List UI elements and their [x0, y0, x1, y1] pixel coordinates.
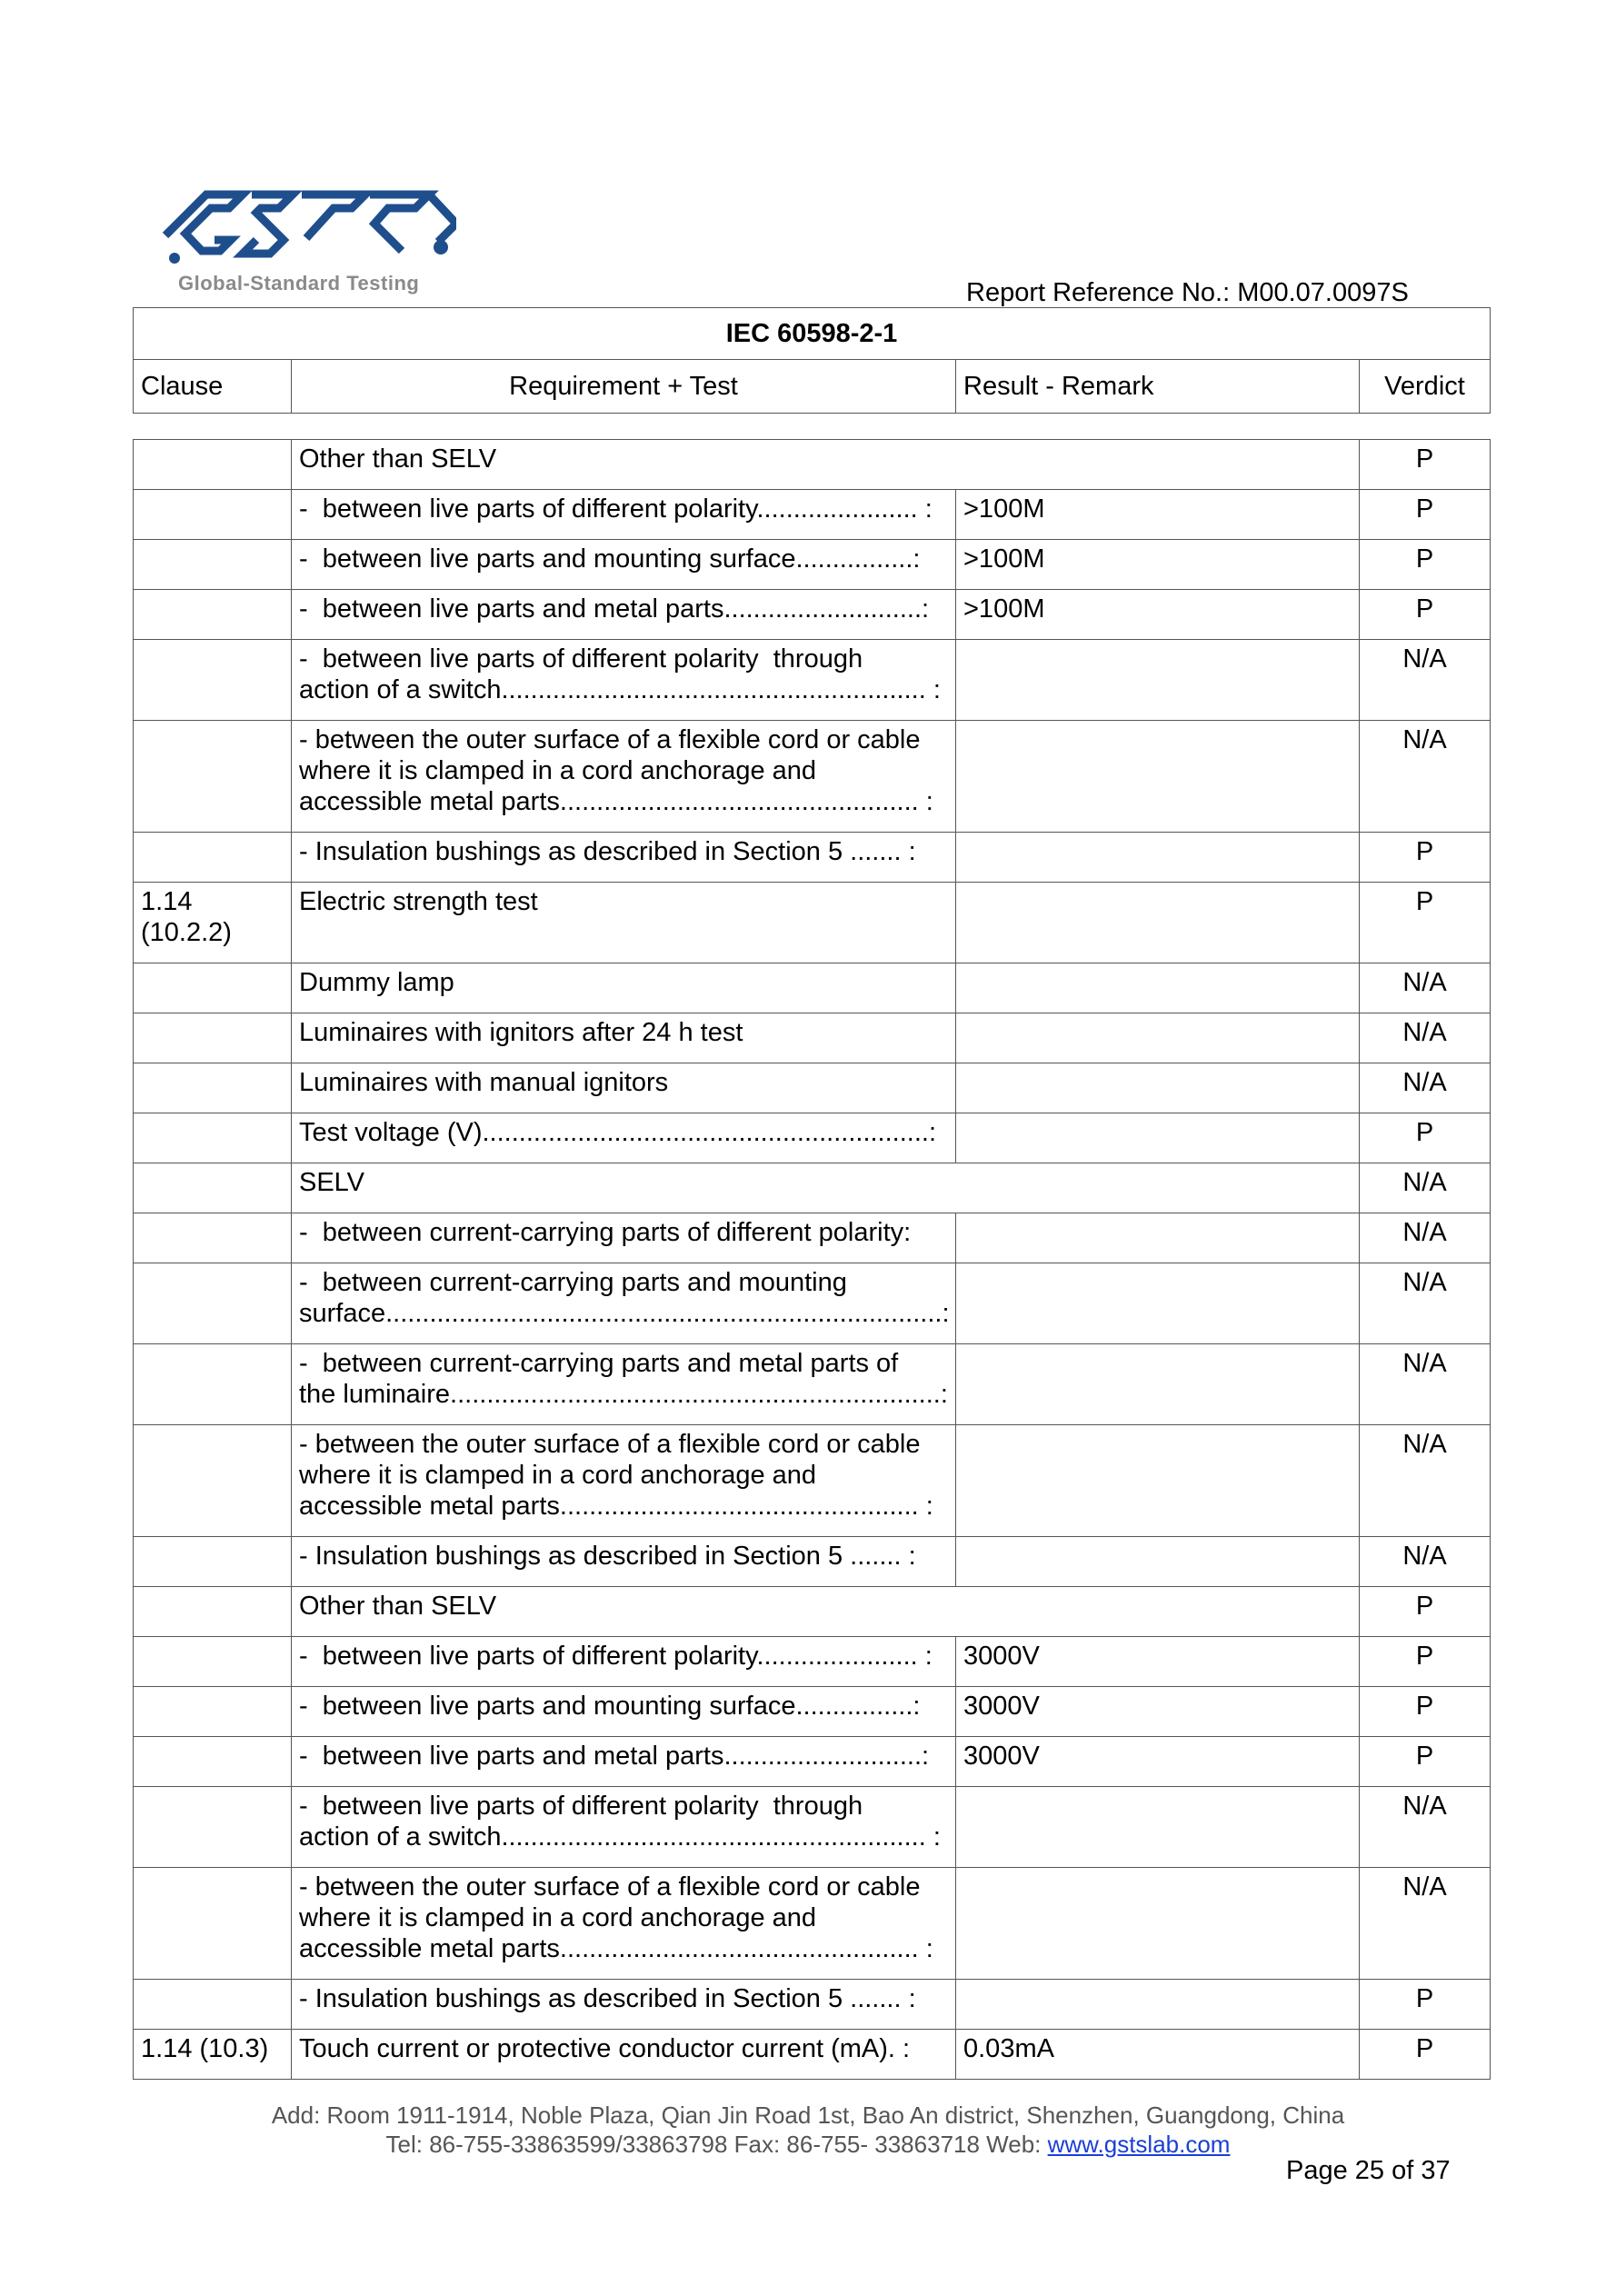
requirement-cell: SELV: [292, 1163, 1360, 1213]
result-cell: [956, 1868, 1360, 1980]
result-cell: [956, 1787, 1360, 1868]
table-row: [134, 1787, 1491, 1868]
verdict-cell: P: [1360, 1637, 1491, 1687]
clause-cell: [134, 721, 292, 833]
table-row: [134, 883, 1491, 963]
table-row: [134, 1344, 1491, 1425]
requirement-cell: Other than SELV: [292, 1587, 1360, 1637]
verdict-cell: P: [1360, 2030, 1491, 2080]
clause-cell: [134, 1263, 292, 1344]
requirement-cell: - between live parts of different polarity through action of a switch.......................................................... :: [292, 1787, 956, 1868]
clause-cell: [134, 1737, 292, 1787]
table-row: [134, 2030, 1491, 2080]
table-row: [134, 1687, 1491, 1737]
column-header-result: Result - Remark: [956, 360, 1360, 414]
footer-contact-text: Tel: 86-755-33863599/33863798 Fax: 86-755- 33863718 Web:: [385, 2131, 1048, 2158]
clause-cell: [134, 490, 292, 540]
requirement-cell: Dummy lamp: [292, 963, 956, 1013]
result-cell: [956, 963, 1360, 1013]
result-cell: [956, 1213, 1360, 1263]
clause-cell: [134, 440, 292, 490]
requirement-cell: - between the outer surface of a flexible cord or cable where it is clamped in a cord anchorage and accessible metal parts................................................. :: [292, 1868, 956, 1980]
verdict-cell: N/A: [1360, 1868, 1491, 1980]
verdict-cell: N/A: [1360, 1063, 1491, 1113]
result-cell: [956, 721, 1360, 833]
table-row: [134, 490, 1491, 540]
verdict-cell: N/A: [1360, 963, 1491, 1013]
clause-cell: 1.14 (10.2.2): [134, 883, 292, 963]
verdict-cell: N/A: [1360, 1537, 1491, 1587]
verdict-cell: N/A: [1360, 640, 1491, 721]
requirement-cell: - Insulation bushings as described in Section 5 ....... :: [292, 1537, 956, 1587]
requirement-cell: Touch current or protective conductor current (mA). :: [292, 2030, 956, 2080]
footer-web-link[interactable]: www.gstslab.com: [1047, 2131, 1231, 2158]
column-header-clause: Clause: [134, 360, 292, 414]
result-cell: [956, 833, 1360, 883]
clause-cell: [134, 540, 292, 590]
requirement-cell: - between the outer surface of a flexible cord or cable where it is clamped in a cord anchorage and accessible metal parts................................................. :: [292, 1425, 956, 1537]
clause-cell: [134, 1980, 292, 2030]
clause-cell: [134, 963, 292, 1013]
result-cell: 0.03mA: [956, 2030, 1360, 2080]
verdict-cell: P: [1360, 1737, 1491, 1787]
result-cell: >100M: [956, 490, 1360, 540]
clause-cell: [134, 1213, 292, 1263]
table-row: [134, 1163, 1491, 1213]
verdict-cell: N/A: [1360, 1163, 1491, 1213]
verdict-cell: N/A: [1360, 721, 1491, 833]
requirement-cell: - between live parts and mounting surface................:: [292, 1687, 956, 1737]
requirement-cell: Luminaires with ignitors after 24 h test: [292, 1013, 956, 1063]
verdict-cell: N/A: [1360, 1013, 1491, 1063]
table-row: [134, 963, 1491, 1013]
requirement-cell: - between live parts of different polarity...................... :: [292, 490, 956, 540]
verdict-cell: N/A: [1360, 1787, 1491, 1868]
requirement-cell: - between the outer surface of a flexible cord or cable where it is clamped in a cord anchorage and accessible metal parts................................................. :: [292, 721, 956, 833]
column-header-verdict: Verdict: [1360, 360, 1491, 414]
clause-cell: [134, 1163, 292, 1213]
page-number: Page 25 of 37: [1286, 2156, 1451, 2185]
requirement-cell: - between live parts and metal parts...........................:: [292, 1737, 956, 1787]
table-row: [134, 590, 1491, 640]
table-row: [134, 1113, 1491, 1163]
table-row: [134, 1980, 1491, 2030]
table-row: [134, 721, 1491, 833]
result-cell: [956, 640, 1360, 721]
clause-cell: [134, 640, 292, 721]
table-row: [134, 1587, 1491, 1637]
result-cell: [956, 1980, 1360, 2030]
clause-cell: [134, 1687, 292, 1737]
company-logo: [156, 185, 456, 304]
verdict-cell: P: [1360, 1587, 1491, 1637]
standard-title: IEC 60598-2-1: [134, 308, 1491, 360]
requirement-cell: - Insulation bushings as described in Section 5 ....... :: [292, 1980, 956, 2030]
table-row: [134, 1425, 1491, 1537]
table-row: [134, 1637, 1491, 1687]
result-cell: 3000V: [956, 1687, 1360, 1737]
clause-cell: [134, 1425, 292, 1537]
result-cell: [956, 1063, 1360, 1113]
verdict-cell: P: [1360, 1980, 1491, 2030]
requirement-cell: - between live parts of different polarity...................... :: [292, 1637, 956, 1687]
clause-cell: [134, 590, 292, 640]
requirement-cell: - between live parts of different polarity through action of a switch.......................................................... :: [292, 640, 956, 721]
clause-cell: 1.14 (10.3): [134, 2030, 292, 2080]
clause-cell: [134, 1013, 292, 1063]
result-cell: [956, 1344, 1360, 1425]
result-cell: [956, 1425, 1360, 1537]
table-row: [134, 640, 1491, 721]
verdict-cell: P: [1360, 833, 1491, 883]
requirement-cell: Electric strength test: [292, 883, 956, 963]
requirement-cell: - between live parts and metal parts...........................:: [292, 590, 956, 640]
verdict-cell: N/A: [1360, 1263, 1491, 1344]
table-row: [134, 833, 1491, 883]
report-header-table: [133, 307, 1491, 414]
requirement-cell: - between current-carrying parts and mounting surface............................................................................:: [292, 1263, 956, 1344]
requirement-cell: - between current-carrying parts of different polarity:: [292, 1213, 956, 1263]
verdict-cell: P: [1360, 540, 1491, 590]
result-cell: 3000V: [956, 1637, 1360, 1687]
logo-text: Global-Standard Testing: [178, 272, 420, 294]
clause-cell: [134, 1344, 292, 1425]
result-cell: [956, 1263, 1360, 1344]
table-row: [134, 1063, 1491, 1113]
clause-cell: [134, 1063, 292, 1113]
requirement-cell: Other than SELV: [292, 440, 1360, 490]
clause-cell: [134, 1868, 292, 1980]
table-row: [134, 1213, 1491, 1263]
verdict-cell: N/A: [1360, 1425, 1491, 1537]
clause-cell: [134, 1587, 292, 1637]
requirement-cell: Luminaires with manual ignitors: [292, 1063, 956, 1113]
verdict-cell: P: [1360, 440, 1491, 490]
footer-address: Add: Room 1911-1914, Noble Plaza, Qian Jin Road 1st, Bao An district, Shenzhen, Guangdong, China: [271, 2101, 1345, 2129]
clause-cell: [134, 833, 292, 883]
clause-cell: [134, 1537, 292, 1587]
requirement-cell: - between live parts and mounting surface................:: [292, 540, 956, 590]
verdict-cell: P: [1360, 883, 1491, 963]
result-cell: >100M: [956, 590, 1360, 640]
clause-cell: [134, 1787, 292, 1868]
result-cell: 3000V: [956, 1737, 1360, 1787]
table-row: [134, 440, 1491, 490]
requirements-table: [133, 439, 1491, 2080]
verdict-cell: P: [1360, 1687, 1491, 1737]
verdict-cell: N/A: [1360, 1213, 1491, 1263]
verdict-cell: P: [1360, 590, 1491, 640]
result-cell: [956, 1537, 1360, 1587]
requirement-cell: - between current-carrying parts and metal parts of the luminaire...................................................................:: [292, 1344, 956, 1425]
clause-cell: [134, 1113, 292, 1163]
table-row: [134, 540, 1491, 590]
verdict-cell: P: [1360, 1113, 1491, 1163]
report-reference: Report Reference No.: M00.07.0097S: [966, 278, 1409, 307]
table-row: [134, 1737, 1491, 1787]
result-cell: [956, 1013, 1360, 1063]
result-cell: [956, 1113, 1360, 1163]
requirement-cell: Test voltage (V).............................................................:: [292, 1113, 956, 1163]
requirement-cell: - Insulation bushings as described in Section 5 ....... :: [292, 833, 956, 883]
result-cell: [956, 883, 1360, 963]
verdict-cell: N/A: [1360, 1344, 1491, 1425]
table-row: [134, 1263, 1491, 1344]
table-row: [134, 1868, 1491, 1980]
table-row: [134, 1013, 1491, 1063]
table-row: [134, 1537, 1491, 1587]
gst-logo-icon: [156, 185, 456, 285]
verdict-cell: P: [1360, 490, 1491, 540]
column-header-requirement: Requirement + Test: [292, 360, 956, 414]
footer-contact: [0, 2130, 1616, 2159]
clause-cell: [134, 1637, 292, 1687]
result-cell: >100M: [956, 540, 1360, 590]
